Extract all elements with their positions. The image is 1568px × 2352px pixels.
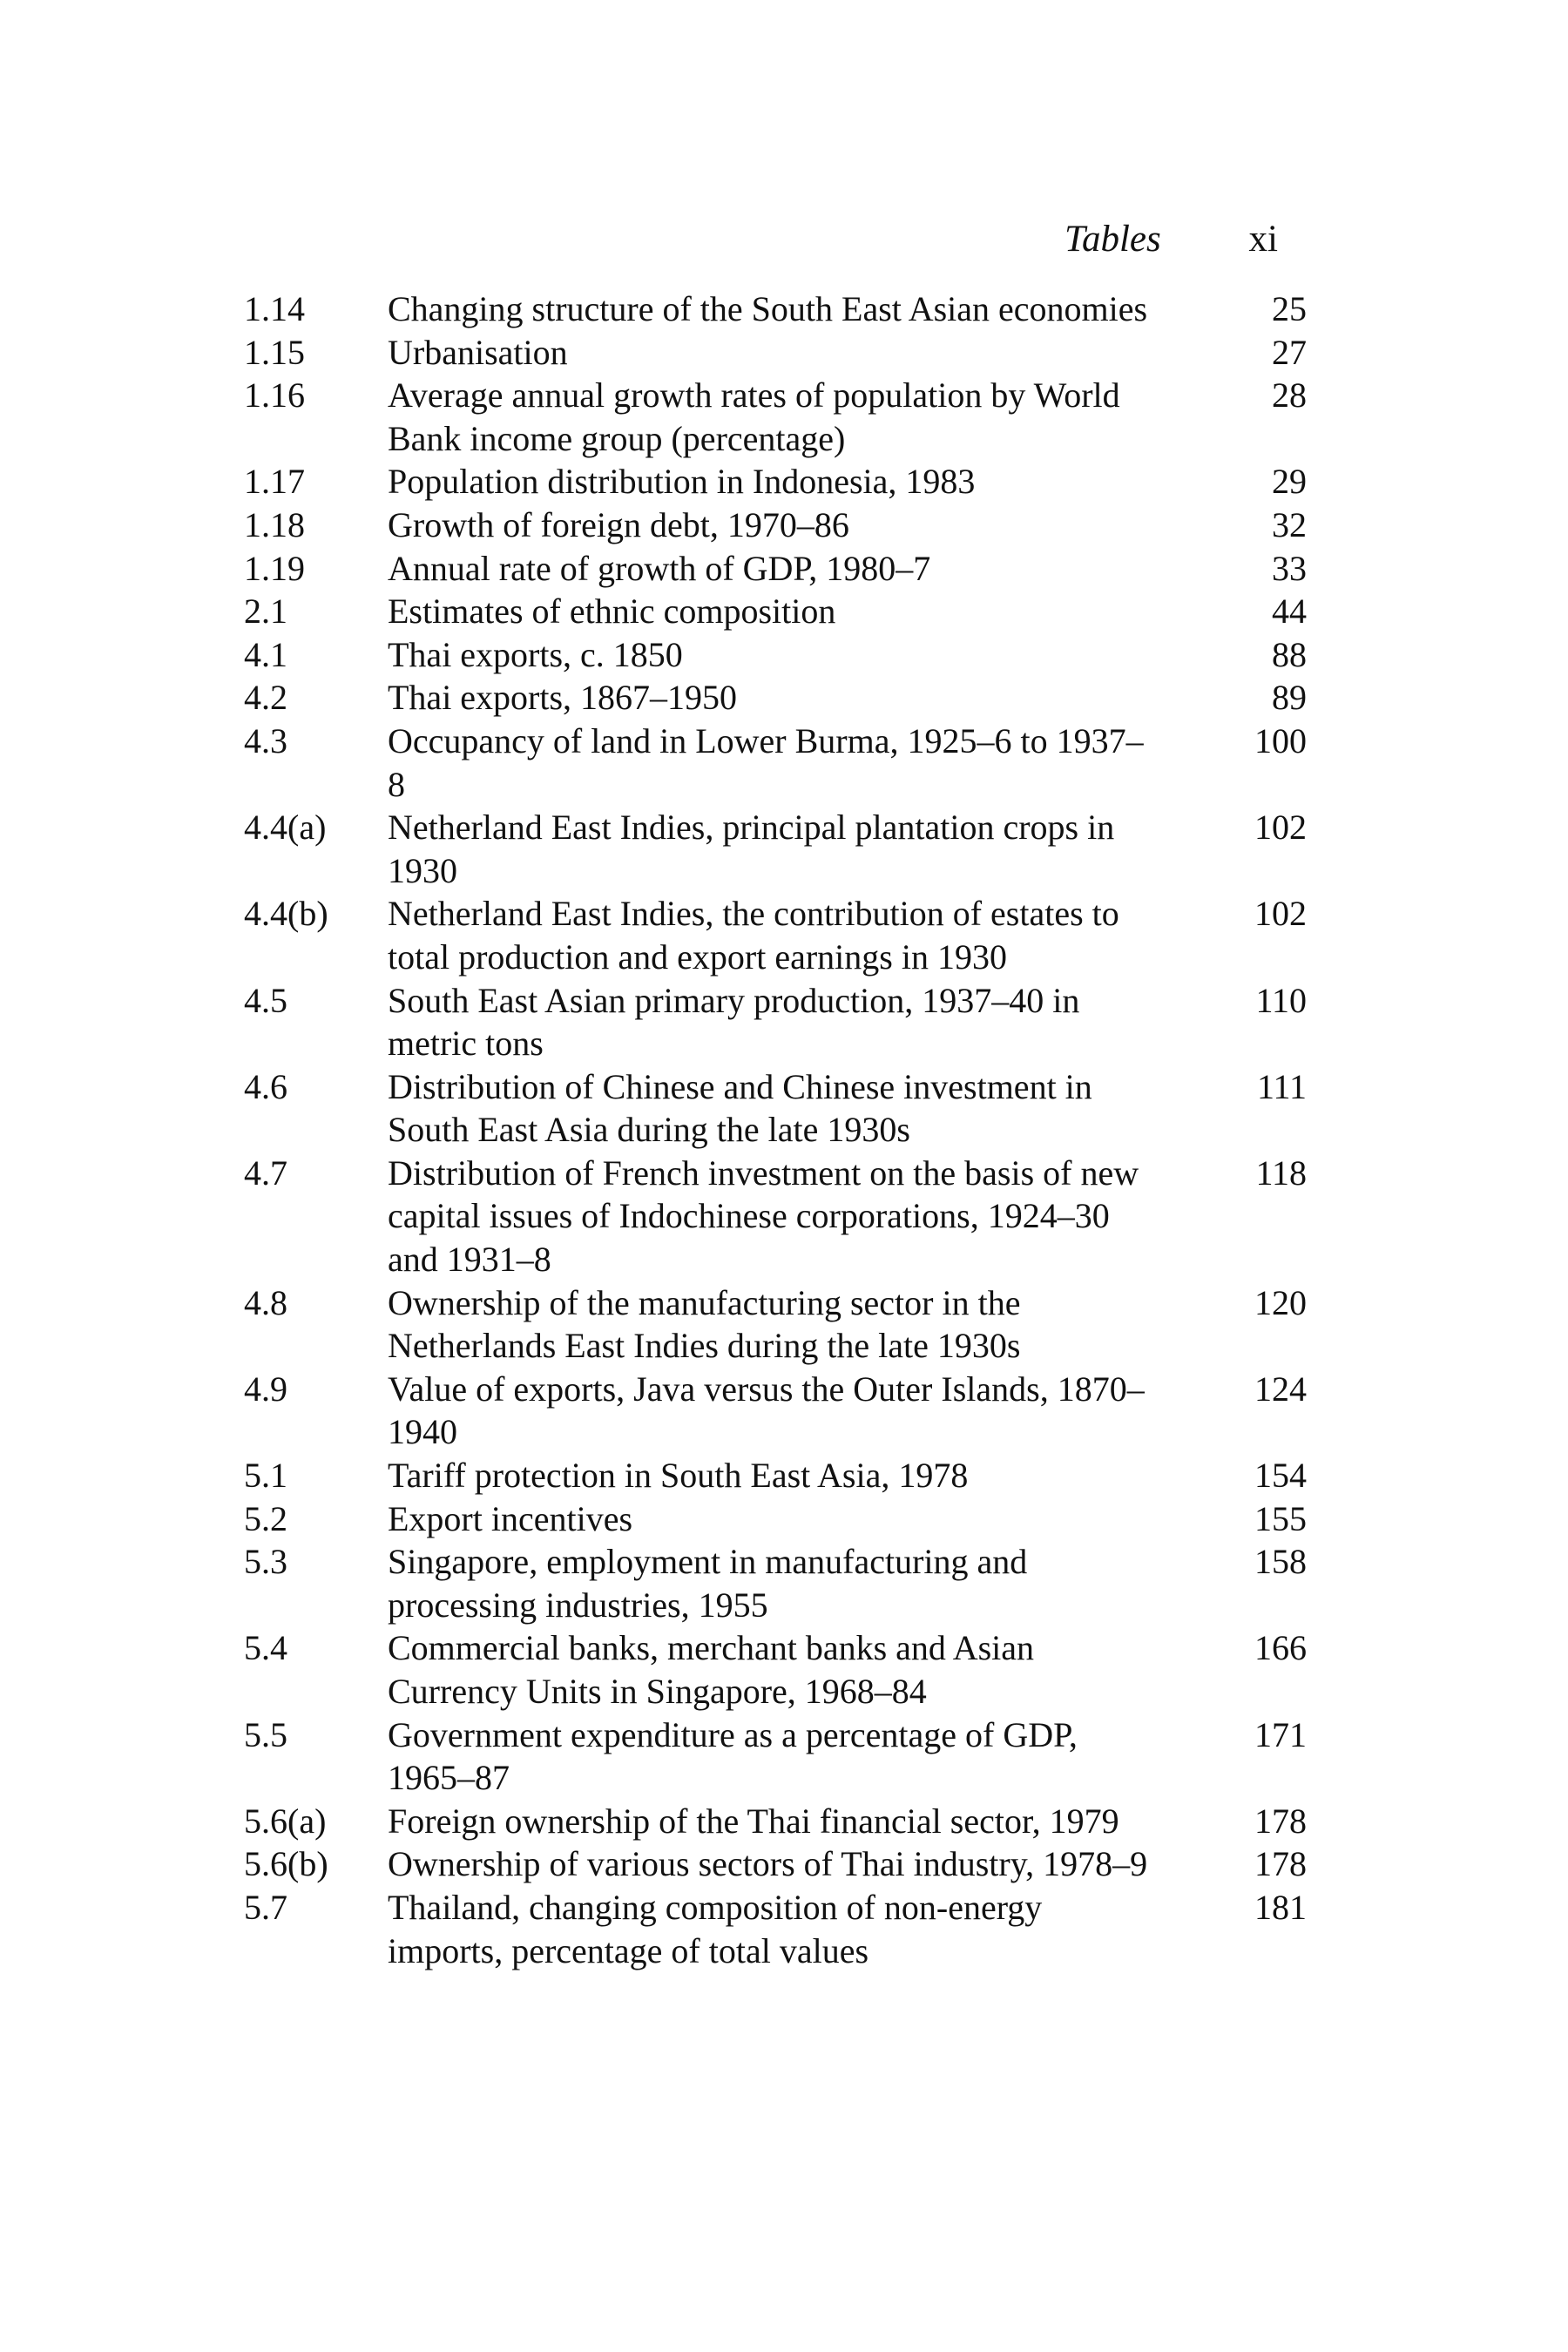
table-entry [244,720,1307,806]
table-page-number: 44 [1272,591,1307,632]
table-entry [244,1454,1307,1497]
table-number: 5.4 [244,1628,287,1668]
table-number: 5.2 [244,1498,287,1538]
table-page-number: 102 [1254,894,1307,934]
table-entry [244,287,1307,331]
table-title: Urbanisation [388,332,568,372]
table-title: Thai exports, 1867–1950 [388,678,738,718]
table-number: 1.16 [244,375,305,416]
table-number: 5.6(b) [244,1844,328,1884]
table-title: Foreign ownership of the Thai financial sector, 1979 [388,1801,1119,1841]
table-number: 1.14 [244,289,305,328]
table-page-number: 33 [1272,548,1307,588]
table-page-number: 28 [1272,375,1307,416]
table-page-number: 111 [1256,1066,1307,1106]
table-entry [244,1886,1307,1972]
table-entry [244,460,1307,504]
table-number: 1.15 [244,332,305,372]
table-title: Occupancy of land in Lower Burma, 1925–6 to 1937–8 [388,720,1144,804]
table-entry [244,1800,1307,1843]
table-page-number: 158 [1254,1542,1307,1582]
table-title: Ownership of the manufacturing sector in the Netherlands East Indies during the late 1930s [388,1282,1021,1366]
table-page-number: 102 [1254,808,1307,848]
table-number: 4.6 [244,1066,287,1106]
table-page-number: 181 [1254,1887,1307,1927]
table-number: 5.3 [244,1542,287,1582]
table-number: 1.19 [244,548,305,588]
list-of-tables [244,287,1307,1972]
table-number: 5.6(a) [244,1801,327,1841]
table-entry [244,1065,1307,1152]
table-entry [244,331,1307,375]
table-title: Estimates of ethnic composition [388,591,836,632]
running-title: Tables [1064,219,1161,260]
table-number: 4.4(a) [244,808,327,848]
table-number: 4.5 [244,980,287,1020]
table-entry [244,892,1307,978]
table-title: Ownership of various sectors of Thai industry, 1978–9 [388,1844,1148,1884]
table-title: Annual rate of growth of GDP, 1980–7 [388,548,931,588]
table-title: Netherland East Indies, the contribution of estates to total production and export earnings in 1930 [388,894,1119,977]
table-number: 4.8 [244,1282,287,1322]
table-entry [244,374,1307,460]
table-entry [244,806,1307,892]
table-entry [244,676,1307,720]
table-page-number: 154 [1254,1456,1307,1496]
table-title: South East Asian primary production, 1937–40 in metric tons [388,980,1080,1064]
table-number: 4.9 [244,1369,287,1409]
table-entry [244,1368,1307,1454]
table-number: 4.4(b) [244,894,328,934]
table-page-number: 25 [1272,289,1307,328]
table-number: 5.1 [244,1456,287,1496]
table-entry [244,979,1307,1065]
table-page-number: 124 [1254,1369,1307,1409]
table-page-number: 110 [1255,980,1307,1020]
running-head [0,213,1568,266]
table-page-number: 32 [1272,504,1307,544]
table-entry [244,1540,1307,1626]
table-title: Thai exports, c. 1850 [388,634,683,674]
table-page-number: 120 [1254,1282,1307,1322]
table-number: 1.18 [244,504,305,544]
table-entry [244,1842,1307,1886]
table-entry [244,1497,1307,1541]
table-title: Netherland East Indies, principal plantation crops in 1930 [388,808,1115,890]
table-page-number: 100 [1254,720,1307,760]
table-page-number: 27 [1272,332,1307,372]
table-title: Thailand, changing composition of non-energy imports, percentage of total values [388,1887,1043,1970]
table-number: 5.5 [244,1714,287,1754]
table-title: Government expenditure as a percentage of GDP, 1965–87 [388,1714,1078,1798]
table-page-number: 88 [1272,634,1307,674]
table-number: 4.3 [244,720,287,760]
table-page-number: 171 [1254,1714,1307,1754]
table-title: Distribution of Chinese and Chinese investment in South East Asia during the late 1930s [388,1066,1092,1150]
table-number: 2.1 [244,591,287,632]
table-entry [244,633,1307,677]
table-entry [244,504,1307,547]
table-page-number: 155 [1254,1498,1307,1538]
table-title: Singapore, employment in manufacturing and processing industries, 1955 [388,1542,1028,1625]
table-title: Commercial banks, merchant banks and Asian Currency Units in Singapore, 1968–84 [388,1628,1035,1711]
table-page-number: 118 [1255,1152,1307,1193]
table-number: 4.7 [244,1152,287,1193]
table-title: Population distribution in Indonesia, 1983 [388,462,976,502]
table-page-number: 29 [1272,462,1307,502]
table-entry [244,1281,1307,1368]
table-entry [244,1626,1307,1713]
table-title: Tariff protection in South East Asia, 1978 [388,1456,969,1496]
table-number: 4.2 [244,678,287,718]
table-number: 4.1 [244,634,287,674]
page-number: xi [1248,219,1278,260]
table-title: Growth of foreign debt, 1970–86 [388,504,849,544]
table-page-number: 89 [1272,678,1307,718]
table-title: Value of exports, Java versus the Outer Islands, 1870–1940 [388,1369,1145,1452]
table-title: Average annual growth rates of population by World Bank income group (percentage) [388,375,1120,458]
table-entry [244,590,1307,633]
table-title: Export incentives [388,1498,633,1538]
table-page-number: 178 [1254,1801,1307,1841]
table-entry [244,547,1307,591]
table-number: 5.7 [244,1887,287,1927]
table-entry [244,1713,1307,1800]
table-title: Distribution of French investment on the basis of new capital issues of Indochinese corporations, 1924–30 and 1931–8 [388,1152,1139,1280]
table-page-number: 178 [1254,1844,1307,1884]
table-title: Changing structure of the South East Asian economies [388,289,1148,328]
table-number: 1.17 [244,462,305,502]
table-entry [244,1152,1307,1281]
table-page-number: 166 [1254,1628,1307,1668]
